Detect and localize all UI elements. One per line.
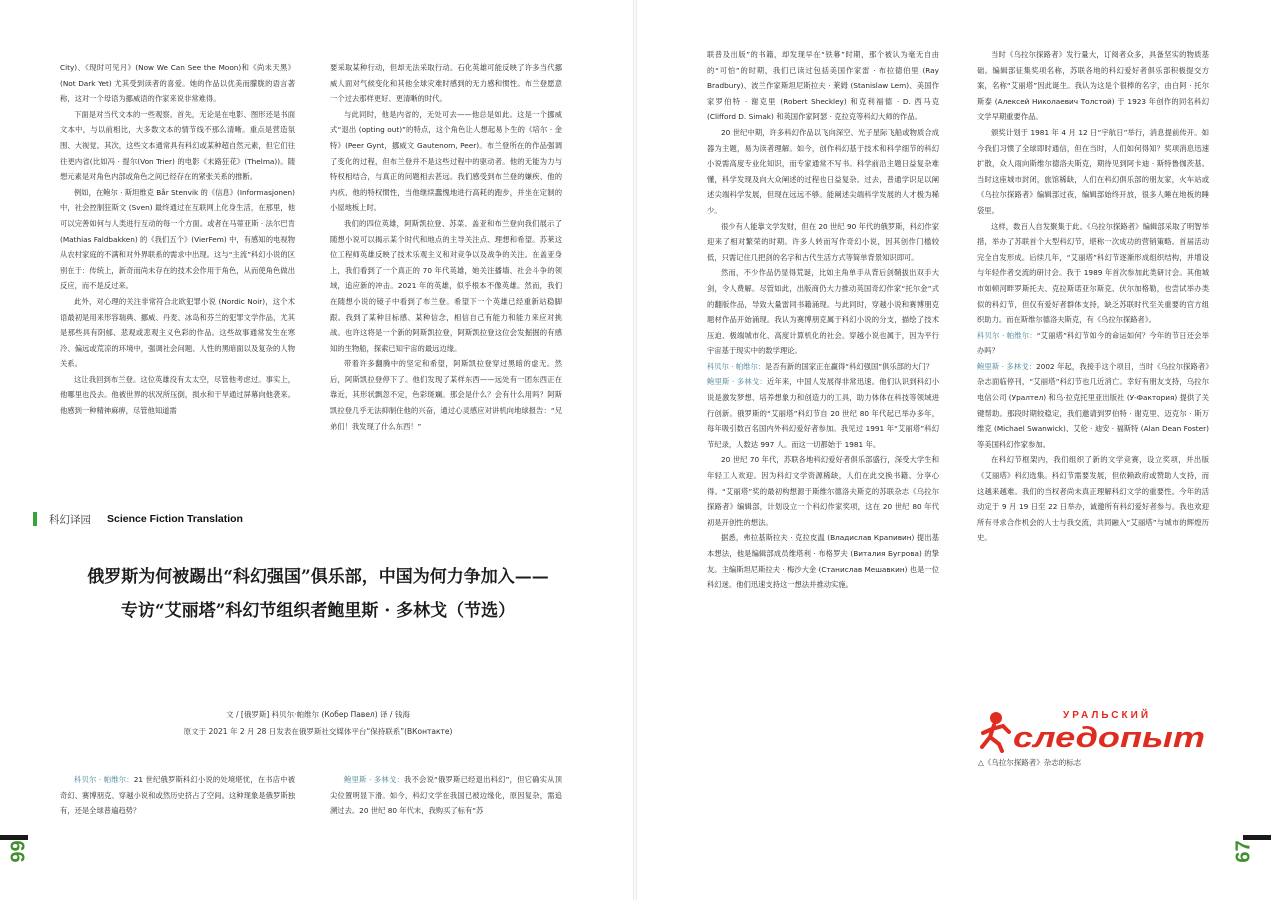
paragraph-text: 然而，不少作品仍显得荒诞，比如主角单手从背后剑鞘拔出双手大剑，令人费解。尽管如此，出版商仍大力推动英国奇幻作家“托尔金”式的翻版作品，导致大量雷同书籍涌现。与此同时，穿越小说和赛博朋克题材作品开始涌现。我认为赛博朋克属于科幻小说的分支，描绘了技术压迫、极端城市化、高度计算机化的社会。穿越小说也属于，因为平行宇宙基于现实中的数学理论。: [707, 268, 939, 356]
interview-column-2: [330, 772, 562, 836]
body-paragraph: 例如，在鲍尔 · 斯坦维克 Bår Stenvik 的《信息》(Informasjonen) 中，社会控制狂斯文 (Sven) 最终通过在互联网上化身生活，在那里，他可以完善如何与人类进行互动的每一个方面。或者在马蒂亚斯 · 法尔巴肯 (Mathias Faldbakken) 的《我们五个》(VierFem) 中，有感知的电视物从农村家庭的不满和对外界联系的需求中出现。这与“主流”科幻小说的区别在于：传统上，新奇而尚未存在的技术会作用于角色，从而使角色做出反应，而不是反过来。: [60, 187, 295, 291]
body-paragraph: [707, 47, 939, 125]
body-paragraph: [977, 47, 1209, 125]
logo-top-text: УРАЛЬСКИЙ: [1063, 710, 1152, 721]
section-label-en: Science Fiction Translation: [107, 513, 243, 525]
paragraph-text: 颁奖计划于 1981 年 4 月 12 日“宇航日”举行，消息提前传开。如今我们习惯了全球即时通信，但在当时，人们如何得知？奖项消息迅速扩散，众人雨向斯维尔德洛夫斯克，期待见到阿卡迪 · 斯特鲁伽茨基。当时这座城市封闭，旅馆稀缺，人们在科幻俱乐部的朋友家，火车站或《乌拉尔探路者》编辑部过夜，编辑部始终开放，很多人睡在地板的睡袋里。: [977, 127, 1209, 215]
body-paragraph: [707, 359, 939, 375]
article-title-line-1: 俄罗斯为何被踢出“科幻强国”俱乐部，中国为何力争加入——: [87, 567, 549, 587]
byline-author: 文 / [俄罗斯] 科贝尔·帕维尔 (Кобер Павел) 译 / 钱海: [226, 710, 410, 719]
body-paragraph: 此外，对心理的关注非常符合北欧犯罪小说 (Nordic Noir)，这个术语最初是用来形容瑞典、挪威、丹麦、冰岛和芬兰的犯罪文学作品，尤其是那些具有阴郁、悲观或悲观主义色彩的作品。这些故事通常发生在寒冷、偏远或荒凉的环境中，强调社会问题、人性的黑暗面以及复杂的人物关系。: [60, 296, 295, 369]
speaker-name: 鲍里斯 · 多林戈：: [707, 377, 767, 387]
section-tag: [33, 510, 243, 528]
paragraph-text: 20 世纪中期，许多科幻作品以飞向深空、光子星际飞船或物质合成器为主题，易为读者理解。如今，创作科幻基于技术和科学细节的科幻小说需高度专业化知识，而专家通常不写书。科学前沿主题日益复杂难懂，科学发现及向大众阐述的过程也日益复杂。过去，普通学识足以阐述尖端科学发展，但现在远远不够。能阐述尖端科学发展的人才极为稀少。: [707, 127, 939, 215]
paragraph-text: 这样，数百人自发聚集于此。《乌拉尔探路者》编辑部采取了明智举措，举办了苏联首个大型科幻节，堪称一次成功的营销策略。首届活动完全自发形成。后续几年，“艾丽塔”科幻节逐渐形成组织结构，并增设与年轻作者交流的研讨会。我于 1989 年首次参加此类研讨会。其他城市如顿河畔罗斯托夫、克拉斯诺亚尔斯克、伏尔加格勒，也尝试举办类似的科幻节，但仅有爱好者群体支持，缺乏苏联时代至关重要的官方组织助力。而在斯维尔德洛夫斯克，有《乌拉尔探路者》。: [977, 221, 1209, 325]
paragraph-text: 据悉，弗拉基斯拉夫 · 克拉皮温 (Владислав Крапивин) 提出基本想法，他是编辑部成员维塔利 · 布格罗夫 (Виталия Бугрова) 的挚友。主编斯坦尼斯拉夫 · 梅沙大金 (Станислав Мешавкин) 也是一位科幻迷。他们迅速支持这一想法并推动实施。: [707, 533, 939, 590]
body-paragraph: [977, 219, 1209, 328]
page-edge-marker: [0, 835, 28, 840]
right-page: [637, 0, 1271, 900]
uralsky-sledopyt-logo: [977, 707, 1209, 753]
speaker-name: 科贝尔 · 帕维尔：: [74, 775, 134, 784]
body-paragraph: [707, 265, 939, 359]
paragraph-text: 很少有人能靠文学发财，但在 20 世纪 90 年代的俄罗斯，科幻作家迎来了相对繁荣的时期。许多人转而写作奇幻小说，因其创作门槛较低，只需记住几把剑的名字和古代生活方式等简单背景知识即可。: [707, 221, 939, 262]
right-column-1: [707, 47, 939, 775]
page-number-right: 67: [1232, 840, 1255, 863]
paragraph-text: 在科幻节框架内，我们组织了新的文学竞赛，设立奖项，并出版《艾丽塔》科幻选集。科幻节需要发展，但依赖政府或赞助人支持，而这越来越难。我们的当权者尚未真正理解科幻文学的重要性。今年的活动定于 9 月 19 日至 22 日举办，诚邀所有科幻爱好者参与。我也欢迎所有寻求合作机会的人士与我交流，共同融入“艾丽塔”与城市的辉煌历史。: [977, 455, 1209, 543]
paragraph-text: 2002 年起，我接手这个项目，当时《乌拉尔探路者》杂志面临停刊，“艾丽塔”科幻节也几近消亡。幸好有朋友支持，乌拉尔电信公司 (Уралтел) 和乌·拉克托里亚出版社 (У-Фактория) 提供了关键帮助。那段时期较稳定，我们邀请到罗伯特 · 谢克里、迈克尔 · 斯万维克 (Michael Swanwick)、艾伦 · 迪安 · 福斯特 (Alan Dean Foster) 等美国科幻作家参加。: [977, 361, 1209, 449]
article-title-line-2: 专访“艾丽塔”科幻节组织者鲍里斯 · 多林戈（节选）: [120, 601, 516, 621]
paragraph-text: 近年来，中国人发展得非常迅速。他们认识到科幻小说是激发梦想、培养想象力和创造力的工具，助力体体在科技等领域进行创新。俄罗斯的“艾丽塔”科幻节自 20 世纪 80 年代起已举办多年，每年吸引数百名国内外科幻爱好者参加。我见过 1991 年“艾丽塔”科幻节纪录，人数达 997 人。而这一切都始于 1981 年。: [707, 377, 939, 449]
body-paragraph: 要采取某种行动，但却无法采取行动。石化英雄可能反映了许多当代挪威人面对气候变化和其他全球灾难时感到的无力感和惯性。布兰登愿意一个过去那样更好、更清晰的时代。: [330, 63, 562, 104]
body-paragraph: City)、《现时可见月》(Now We Can See the Moon)和《尚未天黑》(Not Dark Yet) 尤其受到读者的喜爱。她的作品以优美而朦胧的语言著称，这对一个母语为挪威语的作家来说非常难得。: [60, 63, 295, 104]
paragraph-text: 20 世纪 70 年代，苏联各地科幻爱好者俱乐部盛行，深受大学生和年轻工人欢迎。因为科幻文学资源稀缺，人们在此交换书籍、分享心得。“艾丽塔”奖的最初构想源于斯维尔德洛夫斯克的苏联杂志《乌拉尔探路者》编辑部，计划设立一个科幻作家奖项，这在 20 世纪 80 年代初是开创性的想法。: [707, 455, 939, 527]
paragraph-text: 当时《乌拉尔探路者》发行量大，订阅者众多，具备坚实的物质基础。编辑部征集奖项名称，苏联各地的科幻爱好者俱乐部积极提交方案，名称“艾丽塔”因此诞生。我认为这是个很棒的名字，由白阿 · 托尔斯泰 (Алексей Николаевич Толстой) 于 1923 年创作的同名科幻文学早期重要作品。: [977, 50, 1209, 122]
logo-main-text: следопыт: [1013, 722, 1205, 753]
left-column-1: [60, 60, 295, 480]
left-page: [0, 0, 634, 900]
byline-source: 原文于 2021 年 2 月 28 日发表在俄罗斯社交媒体平台“保持联系”(ВКонтакте): [183, 727, 453, 736]
body-paragraph: [707, 125, 939, 219]
section-label-cn: 科幻译园: [49, 513, 91, 526]
right-column-2: [977, 47, 1209, 687]
body-paragraph: [707, 530, 939, 592]
page-edge-marker: [1243, 835, 1271, 840]
body-paragraph: [707, 219, 939, 266]
body-paragraph: [977, 452, 1209, 546]
paragraph-text: “艾丽塔”科幻节如今的命运如何？今年的节日还会举办吗？: [977, 330, 1209, 356]
paragraph-text: 是否有新的国家正在赢得“科幻强国”俱乐部的大门？: [765, 361, 934, 371]
body-paragraph: 下面是对当代文本的一些观察。首先，无论是在电影、图形还是书面文本中，与以前相比，大多数文本的情节线不那么清晰。重点是营造氛围、大视觉。其次，这些文本通常具有科幻或某种超自然元素，但它们往往更内省(比如冯 · 提尔(Von Trier) 的电影《末路狂花》(Thelma))。随想元素是对角色内部或角色之间已经存在的紧张关系的推断。: [60, 109, 295, 182]
body-paragraph: [977, 125, 1209, 219]
speaker-name: 科贝尔 · 帕维尔：: [707, 361, 766, 371]
page-number-left: 66: [5, 840, 28, 863]
runner-figure-icon: [982, 712, 1009, 751]
speaker-name: 鲍里斯 · 多林戈：: [344, 775, 404, 784]
left-column-2: [330, 60, 562, 480]
body-paragraph: 我们的四位英雄，阿斯凯拉登、苏菜、盖亚和布兰登向我们展示了随想小说可以揭示某个时代和地点的主导关注点、理想和希望。苏莱这位工程师英雄反映了技术乐观主义和对竞争以及战争的关注。在盖亚身上，我们看到了一个真正的 70 年代英雄，她关注播墙、社会斗争的领域，追应新的冲击。2021 年的英雄，似乎根本不像英雄。然而，我们在随想小说的镜子中看到了布兰登。希望下一个英雄已经重新站稳脚跟。我到了某种目标感、某种信念，相信自己有能力和能力来应对挑战。也许这将是一个新的阿斯凯拉登，阿斯凯拉登这位会发掘掘的有感知的生物船，探索已知宇宙的最远边缘。: [330, 218, 562, 353]
body-paragraph: [977, 359, 1209, 453]
body-paragraph: 带着许多翻腾中的坚定和希望，阿斯凯拉登穿过黑暗的虚无。然后，阿斯凯拉登停下了。他们发现了某样东西——远处有一团东西正在靠近，其形状飘忽不定，色彩斑斓。那会是什么？会有什么用吗？阿斯凯拉登几乎无法抑制住他的兴奋，通过心灵感应对讲机向地球报告：“兄弟们！我发现了什么东西！”: [330, 359, 562, 431]
body-paragraph: [707, 452, 939, 530]
body-paragraph: 这让我回到布兰登。这位英雄没有太太空，尽管他考虑过。事实上，他哪里也没去。他被世界的状况所压倒，损水和干旱通过屏幕向他袭来。他感到一种精神麻痹，尽管他知道需: [60, 374, 295, 416]
logo-caption: △《乌拉尔探路者》杂志的标志: [978, 758, 1082, 767]
interview-column-1: [60, 772, 295, 836]
body-paragraph: 与此同时，他是内省的，无处可去——他总是如此。这是一个挪威式“退出 (opting out)”的特点，这个角色让人想起易卜生的《培尔 · 金特》(Peer Gynt，挪威文 Gautenom, Peer)。布兰登所在的作品强调了变化的过程，但布兰登并不是这些过程中的驱动者。他的无能为力与特权相结合，与真正的问题相去甚远。我们感受到布兰登的嫌疾、他的内疚、他的特权惯性，当他继续蠢愧地进行高耗的跑步，并坐在定制的小屋地板上时。: [330, 109, 562, 213]
speaker-name: 科贝尔 · 帕维尔：: [977, 330, 1037, 340]
speaker-name: 鲍里斯 · 多林戈：: [977, 361, 1037, 371]
paragraph-text: 联普及出版”的书籍，却发现早在“铁幕”时期，那个被认为毫无自由的“可怕”的时期，我们已读过包括美国作家雷 · 布拉德伯里 (Ray Bradbury)、波兰作家斯坦尼斯拉夫 · 莱姆 (Stanislaw Lem)、美国作家罗伯特 · 谢克里 (Robert Sheckley) 和克利福德 · D. 西马克 (Clifford D. Simak) 和英国作家阿瑟 · 克拉克等科幻大师的作品。: [707, 50, 939, 122]
body-paragraph: [977, 328, 1209, 359]
interview-text: 我不会说“俄罗斯已经退出科幻”，但它确实从顶尖位置明显下滑。如今，科幻文学在我国已被边缘化，原因复杂，需追溯过去。20 世纪 80 年代末，我购买了标有“苏: [330, 775, 562, 816]
body-paragraph: [707, 374, 939, 452]
interview-text: 21 世纪俄罗斯科幻小说的处境堪忧，在书店中被奇幻、赛博朋克、穿越小说和或然历史挤占了空间。这种现象是俄罗斯独有，还是全球普遍趋势？: [60, 775, 295, 816]
section-accent-bar: [33, 512, 37, 526]
